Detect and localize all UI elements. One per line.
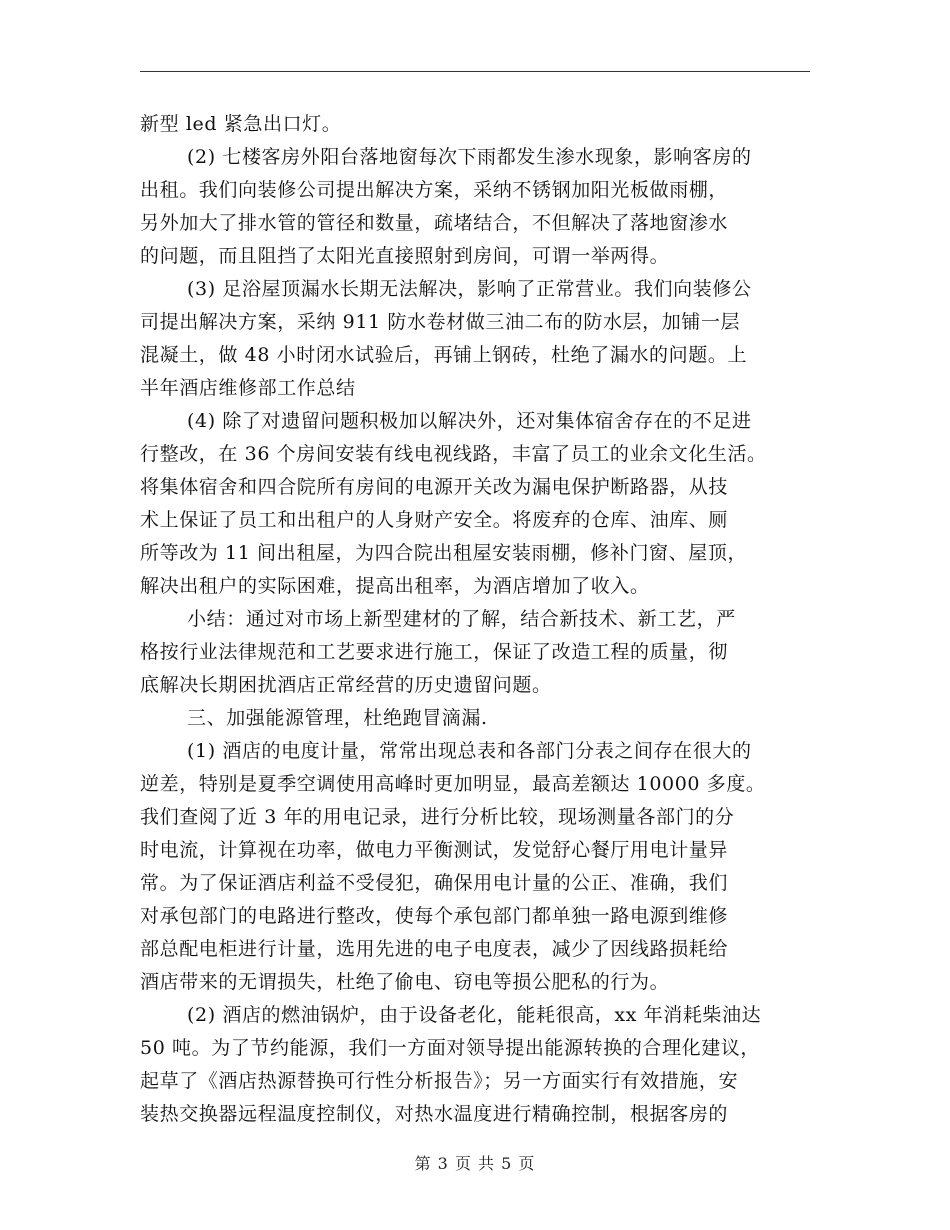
section-heading: 三、加强能源管理，杜绝跑冒滴漏. bbox=[187, 707, 488, 729]
text-line: 底解决长期困扰酒店正常经营的历史遗留问题。 bbox=[140, 674, 552, 696]
text-line: 术上保证了员工和出租户的人身财产安全。将废弃的仓库、油库、厕 bbox=[140, 509, 729, 531]
text-line: 司提出解决方案，采纳 911 防水卷材做三油二布的防水层，加铺一层 bbox=[140, 311, 741, 333]
text-line: 解决出租户的实际困难，提高出租率，为酒店增加了收入。 bbox=[140, 575, 650, 597]
text-line: 半年酒店维修部工作总结 bbox=[140, 377, 356, 399]
text-line: 混凝土，做 48 小时闭水试验后，再铺上钢砖，杜绝了漏水的问题。上 bbox=[140, 344, 748, 366]
text-line: (1) 酒店的电度计量，常常出现总表和各部门分表之间存在很大的 bbox=[187, 740, 752, 762]
text-line: 50 吨。为了节约能源，我们一方面对领导提出能源转换的合理化建议， bbox=[140, 1037, 761, 1059]
page-number: 第 3 页 共 5 页 bbox=[414, 1154, 536, 1173]
text-line: (2) 酒店的燃油锅炉，由于设备老化，能耗很高，xx 年消耗柴油达 bbox=[187, 1004, 762, 1026]
text-line: 部总配电柜进行计量，选用先进的电子电度表，减少了因线路损耗给 bbox=[140, 938, 729, 960]
text-line: 装热交换器远程温度控制仪，对热水温度进行精确控制，根据客房的 bbox=[140, 1103, 729, 1125]
text-line: 酒店带来的无谓损失，杜绝了偷电、窃电等损公肥私的行为。 bbox=[140, 971, 670, 993]
text-line: 出租。我们向装修公司提出解决方案，采纳不锈钢加阳光板做雨棚， bbox=[140, 179, 729, 201]
text-line: (4) 除了对遗留问题积极加以解决外，还对集体宿舍存在的不足进 bbox=[187, 410, 752, 432]
text-line: 起草了《酒店热源替换可行性分析报告》；另一方面实行有效措施，安 bbox=[140, 1070, 739, 1092]
text-line: 所等改为 11 间出租屋，为四合院出租屋安装雨棚，修补门窗、屋顶， bbox=[140, 542, 748, 564]
text-line: 格按行业法律规范和工艺要求进行施工，保证了改造工程的质量，彻 bbox=[140, 641, 729, 663]
text-line: 常。为了保证酒店利益不受侵犯，确保用电计量的公正、准确，我们 bbox=[140, 872, 729, 894]
text-line: 对承包部门的电路进行整改，使每个承包部门都单独一路电源到维修 bbox=[140, 905, 729, 927]
text-line: 新型 led 紧急出口灯。 bbox=[140, 113, 342, 135]
text-line: 小结：通过对市场上新型建材的了解，结合新技术、新工艺，严 bbox=[187, 608, 736, 630]
text-line: 的问题，而且阻挡了太阳光直接照射到房间，可谓一举两得。 bbox=[140, 245, 670, 267]
text-line: 行整改，在 36 个房间安装有线电视线路，丰富了员工的业余文化生活。 bbox=[140, 443, 767, 465]
text-line: (3) 足浴屋顶漏水长期无法解决，影响了正常营业。我们向装修公 bbox=[187, 278, 752, 300]
text-line: 将集体宿舍和四合院所有房间的电源开关改为漏电保护断路器，从技 bbox=[140, 476, 729, 498]
text-line: (2) 七楼客房外阳台落地窗每次下雨都发生渗水现象，影响客房的 bbox=[187, 146, 752, 168]
header-rule bbox=[140, 71, 810, 72]
text-line: 逆差，特别是夏季空调使用高峰时更加明显，最高差额达 10000 多度。 bbox=[140, 773, 766, 795]
text-line: 时电流，计算视在功率，做电力平衡测试，发觉舒心餐厅用电计量异 bbox=[140, 839, 729, 861]
text-line: 我们查阅了近 3 年的用电记录，进行分析比较，现场测量各部门的分 bbox=[140, 806, 735, 828]
text-line: 另外加大了排水管的管径和数量，疏堵结合，不但解决了落地窗渗水 bbox=[140, 212, 729, 234]
